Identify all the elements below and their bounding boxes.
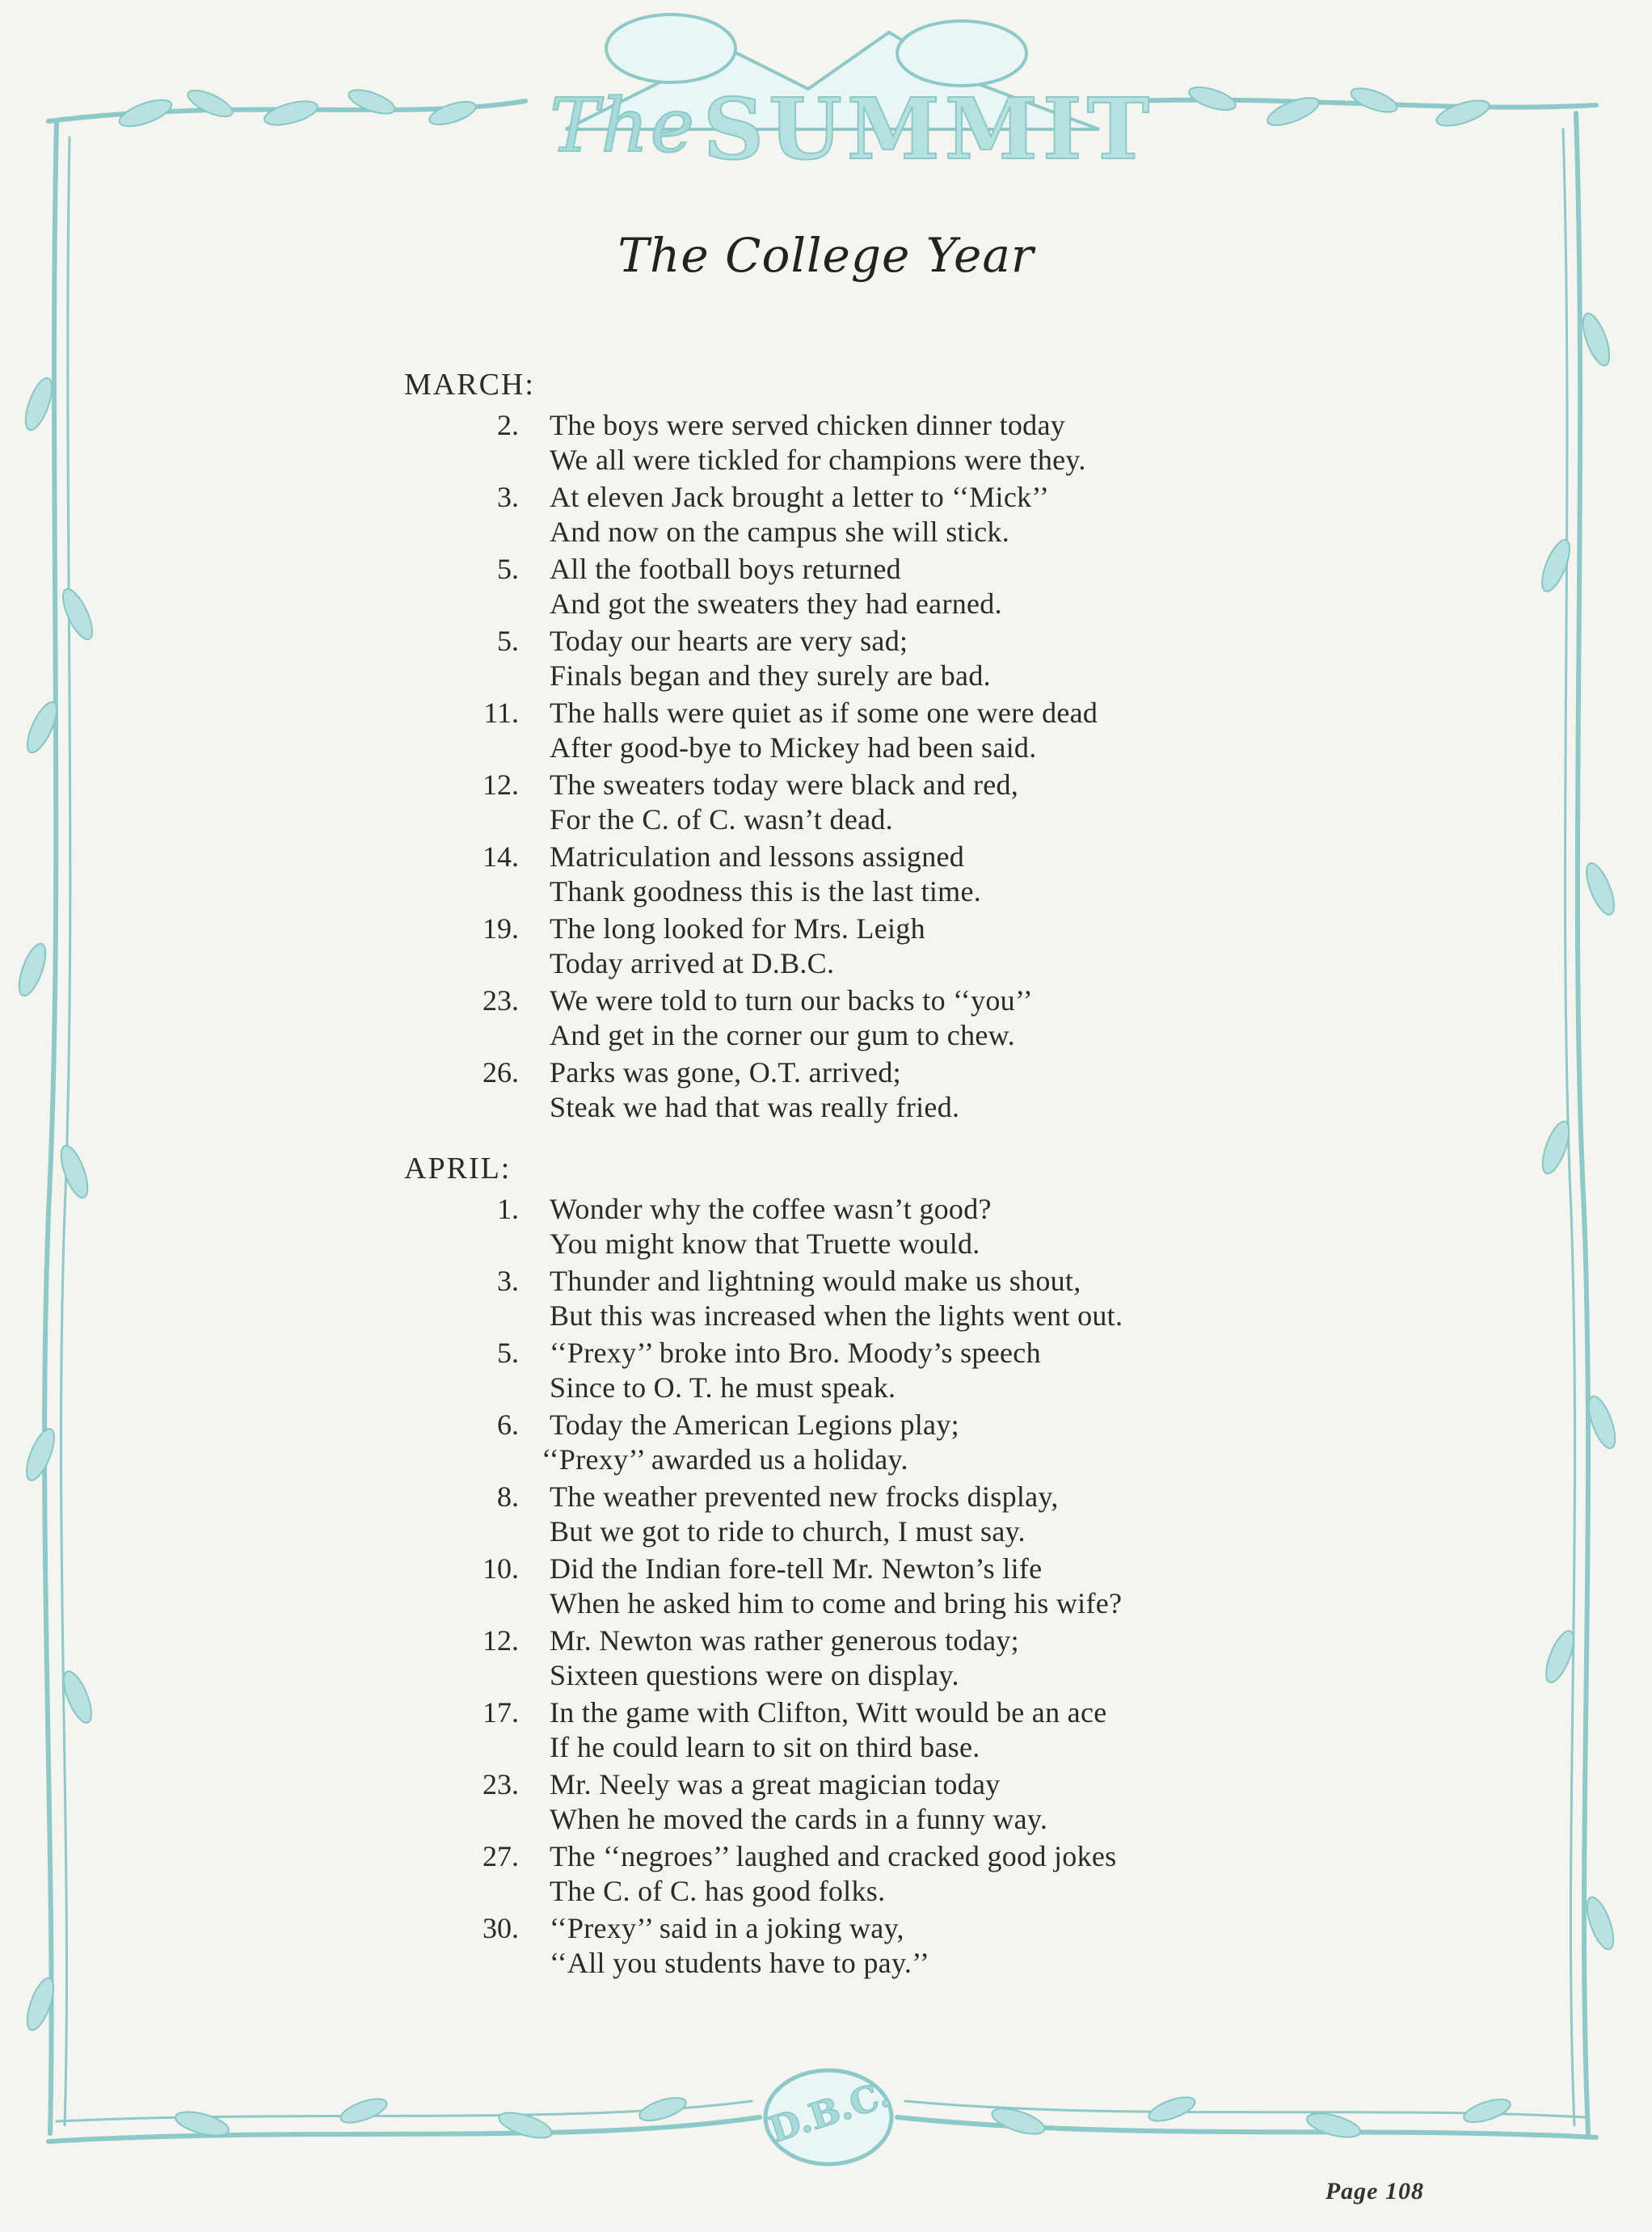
masthead-the: The [550, 82, 697, 169]
entry-day: 23. [483, 1768, 519, 1800]
entry-line-2: You might know that Truette would. [550, 1228, 980, 1260]
entry [404, 1551, 1374, 1623]
entry-day: 3. [497, 481, 519, 513]
entry-line-1: The sweaters today were black and red, [550, 769, 1019, 801]
entry-line-2: Since to O. T. he must speak. [550, 1371, 896, 1404]
entry [404, 983, 1374, 1055]
entry-line-1: Parks was gone, O.T. arrived; [550, 1056, 901, 1089]
entry-day: 2. [497, 409, 519, 441]
entry-day: 27. [483, 1840, 519, 1872]
entry-day: 14. [483, 840, 519, 873]
entry [404, 1479, 1374, 1551]
section-heading: MARCH: [404, 368, 535, 402]
entry [404, 1407, 1374, 1479]
entry-line-1: Wonder why the coffee wasn’t good? [550, 1193, 992, 1225]
dbc-seal [764, 2069, 896, 2158]
entry [404, 479, 1374, 551]
section-heading: APRIL: [404, 1152, 512, 1185]
entry-day: 30. [483, 1912, 519, 1944]
entry [404, 1695, 1374, 1767]
entry-line-1: ‘‘Prexy’’ broke into Bro. Moody’s speech [550, 1337, 1041, 1369]
entry [404, 839, 1374, 911]
entry-line-2: And now on the campus she will stick. [550, 516, 1010, 548]
entry [404, 407, 1374, 479]
entry-line-1: We were told to turn our backs to ‘‘you’’ [550, 984, 1033, 1017]
entry [404, 1623, 1374, 1695]
entry-day: 26. [483, 1056, 519, 1089]
entry [404, 1335, 1374, 1407]
entry-day: 19. [483, 912, 519, 945]
entry-line-2: And got the sweaters they had earned. [550, 587, 1002, 620]
entry-line-2: The C. of C. has good folks. [550, 1875, 886, 1907]
entry [404, 551, 1374, 623]
entry-day: 10. [483, 1552, 519, 1585]
entry-line-1: ‘‘Prexy’’ said in a joking way, [550, 1912, 904, 1944]
entry [404, 1838, 1374, 1910]
entry [404, 1263, 1374, 1335]
entry-line-1: Mr. Newton was rather generous today; [550, 1624, 1019, 1657]
masthead-summit: SUMMIT [703, 79, 1155, 179]
entry-line-2: Thank goodness this is the last time. [550, 875, 982, 908]
entry-day: 5. [497, 625, 519, 657]
dbc-seal-text: D.B.C. [764, 2073, 896, 2151]
entry-day: 12. [483, 1624, 519, 1657]
entry-line-1: Today our hearts are very sad; [550, 625, 908, 657]
entry-line-2: After good-bye to Mickey had been said. [550, 731, 1037, 764]
entry-line-2: Finals began and they surely are bad. [550, 659, 991, 692]
entry [404, 1055, 1374, 1127]
entry-line-1: In the game with Clifton, Witt would be an ace [550, 1696, 1107, 1729]
page-number: Page 108 [1325, 2178, 1424, 2205]
entry-line-2: ‘‘All you students have to pay.’’ [550, 1947, 930, 1979]
entry-line-1: The boys were served chicken dinner today [550, 409, 1066, 441]
entry-day: 11. [483, 697, 519, 729]
entry-day: 12. [483, 769, 519, 801]
entry-line-2: When he moved the cards in a funny way. [550, 1803, 1048, 1835]
entry [404, 1767, 1374, 1838]
entry-line-2: Today arrived at D.B.C. [550, 947, 835, 979]
entry-line-2: When he asked him to come and bring his wife? [550, 1587, 1123, 1619]
entry-line-1: Matriculation and lessons assigned [550, 840, 965, 873]
section-april [404, 1146, 1374, 1982]
entry-line-1: The long looked for Mrs. Leigh [550, 912, 925, 945]
entry [404, 695, 1374, 767]
entry-day: 5. [497, 1337, 519, 1369]
entry [404, 623, 1374, 695]
entry-line-2: But we got to ride to church, I must say. [550, 1515, 1026, 1548]
entry-line-1: Thunder and lightning would make us shout, [550, 1265, 1081, 1297]
entry-line-2: But this was increased when the lights went out. [550, 1299, 1123, 1332]
entry-day: 17. [483, 1696, 519, 1729]
entry [404, 1910, 1374, 1982]
masthead [453, 71, 1180, 179]
entry [404, 767, 1374, 839]
entry-line-2: Steak we had that was really fried. [550, 1091, 960, 1123]
entry-line-2: Sixteen questions were on display. [550, 1659, 959, 1691]
entry-line-2: If he could learn to sit on third base. [550, 1731, 980, 1763]
entry-day: 3. [497, 1265, 519, 1297]
entry-line-2: And get in the corner our gum to chew. [550, 1019, 1015, 1051]
entry-line-1: The halls were quiet as if some one were dead [550, 697, 1098, 729]
entry-line-2: For the C. of C. wasn’t dead. [550, 803, 893, 836]
entry-line-1: At eleven Jack brought a letter to ‘‘Mick’’ [550, 481, 1050, 513]
entry-line-1: The weather prevented new frocks display, [550, 1480, 1059, 1513]
entry-day: 1. [497, 1193, 519, 1225]
entry-day: 8. [497, 1480, 519, 1513]
entry-line-1: Today the American Legions play; [550, 1409, 959, 1441]
section-march [404, 362, 1374, 1127]
entry-day: 23. [483, 984, 519, 1017]
page-title: The College Year [617, 228, 1035, 283]
entry-line-2: ‘‘Prexy’’ awarded us a holiday. [542, 1443, 908, 1476]
entry-day: 5. [497, 553, 519, 585]
entry-line-1: Mr. Neely was a great magician today [550, 1768, 1001, 1800]
entry-line-1: Did the Indian fore-tell Mr. Newton’s life [550, 1552, 1043, 1585]
entry-line-1: The ‘‘negroes’’ laughed and cracked good jokes [550, 1840, 1117, 1872]
entry [404, 1191, 1374, 1263]
entry-line-2: We all were tickled for champions were they. [550, 444, 1086, 476]
entry-day: 6. [497, 1409, 519, 1441]
entry-line-1: All the football boys returned [550, 553, 901, 585]
entry [404, 911, 1374, 983]
